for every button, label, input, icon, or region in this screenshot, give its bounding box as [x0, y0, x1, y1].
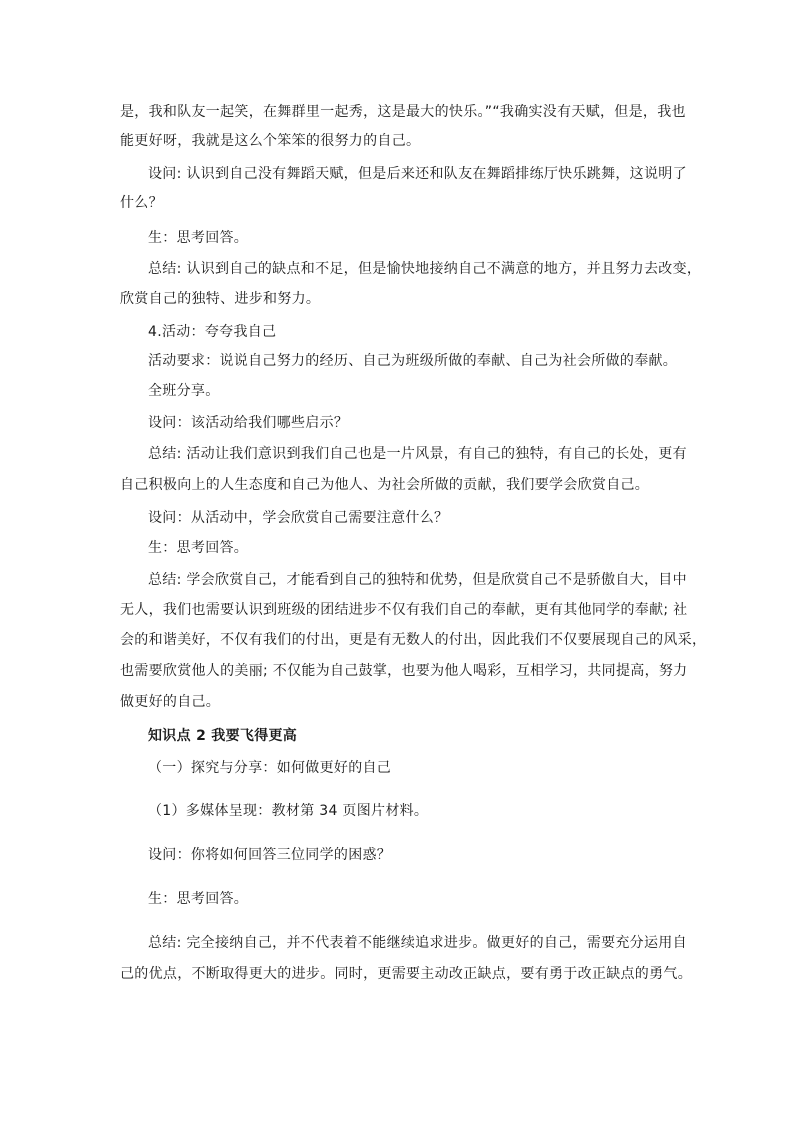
summary-line: 做更好的自己。 — [120, 694, 221, 710]
subsection-heading: （一）探究与分享：如何做更好的自己 — [148, 760, 392, 776]
activity-heading: 4.活动：夸夸我自己 — [148, 324, 277, 340]
question-line: 设问: 认识到自己没有舞蹈天赋，但是后来还和队友在舞蹈排练厅快乐跳舞，这说明了 — [148, 166, 687, 182]
summary-line: 总结: 认识到自己的缺点和不足，但是愉快地接纳自己不满意的地方，并且努力去改变， — [148, 261, 702, 277]
student-answer-line: 生：思考回答。 — [148, 891, 249, 907]
summary-line: 无人，我们也需要认识到班级的团结进步不仅有我们自己的奉献，更有其他同学的奉献; 社 — [120, 602, 688, 618]
summary-line: 总结: 学会欣赏自己，才能看到自己的独特和优势，但是欣赏自己不是骄傲自大，目中 — [148, 572, 687, 588]
activity-requirement: 活动要求：说说自己努力的经历、自己为班级所做的奉献、自己为社会所做的奉献。 — [148, 353, 678, 369]
summary-line: 会的和谐美好，不仅有我们的付出，更是有无数人的付出，因此我们不仅要展现自己的风采， — [120, 632, 707, 648]
summary-line: 总结: 完全接纳自己，并不代表着不能继续追求进步。做更好的自己，需要充分运用自 — [148, 935, 687, 951]
question-line: 什么？ — [120, 195, 163, 211]
summary-line: 欣赏自己的独特、进步和努力。 — [120, 291, 321, 307]
paragraph-line: 能更好呀，我就是这么个笨笨的很努力的自己。 — [120, 133, 421, 149]
summary-line: 总结: 活动让我们意识到我们自己也是一片风景，有自己的独特，有自己的长处，更有 — [148, 446, 687, 462]
paragraph-line: 是，我和队友一起笑，在舞群里一起秀，这是最大的快乐。”“我确实没有天赋，但是，我也 — [120, 104, 686, 120]
student-answer-line: 生：思考回答。 — [148, 540, 249, 556]
class-share-line: 全班分享。 — [148, 383, 220, 399]
question-line: 设问：该活动给我们哪些启示？ — [148, 415, 349, 431]
multimedia-line: （1）多媒体呈现：教材第 34 页图片材料。 — [148, 803, 429, 819]
question-line: 设问：从活动中，学会欣赏自己需要注意什么？ — [148, 510, 449, 526]
summary-line: 也需要欣赏他人的美丽; 不仅能为自己鼓掌，也要为他人喝彩，互相学习，共同提高，努力 — [120, 663, 688, 679]
summary-line: 己的优点，不断取得更大的进步。同时，更需要主动改正缺点，要有勇于改正缺点的勇气。 — [120, 966, 692, 982]
question-line: 设问：你将如何回答三位同学的困惑？ — [148, 847, 392, 863]
student-answer-line: 生：思考回答。 — [148, 230, 249, 246]
summary-line: 自己积极向上的人生态度和自己为他人、为社会所做的贡献，我们要学会欣赏自己。 — [120, 477, 650, 493]
section-heading: 知识点 2 我要飞得更高 — [148, 728, 298, 744]
